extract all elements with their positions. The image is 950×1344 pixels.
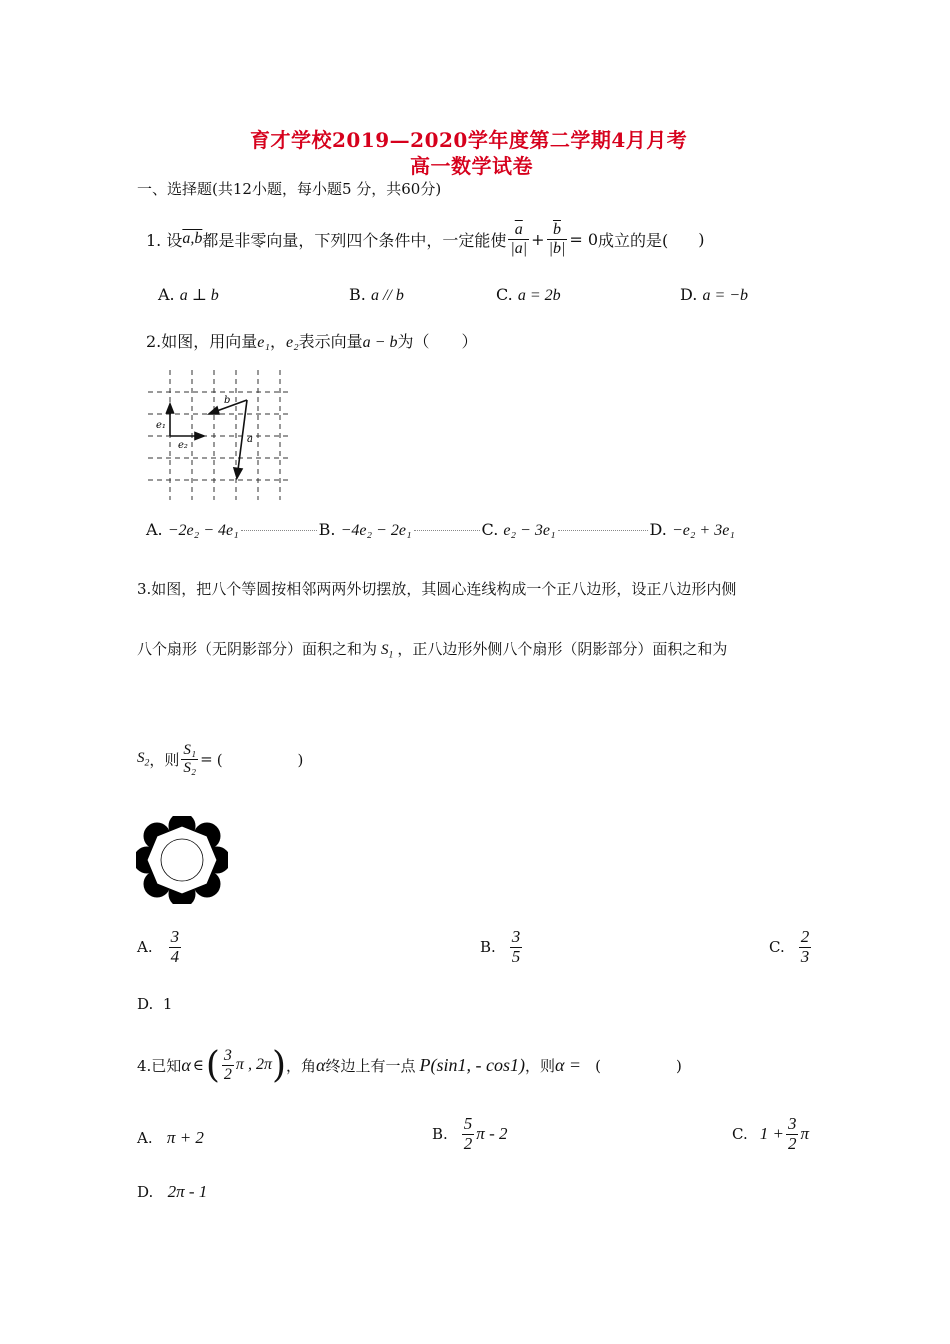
q1-stem-end: ) xyxy=(698,229,705,249)
q1-stem-a: 1. 设 xyxy=(146,230,183,250)
label-e2: e₂ xyxy=(178,440,188,451)
q3-line2: 八个扇形（无阴影部分）面积之和为 $S_1$ ，正八边形外侧八个扇形（阴影部分）面积之和为 xyxy=(137,640,728,661)
vector-a-arrowhead xyxy=(234,468,242,478)
q3-option-a: A. $\frac{3}{4}$ xyxy=(137,927,180,966)
q3-option-b: B. $\frac{3}{5}$ xyxy=(480,927,521,966)
q1-vectors: a,b xyxy=(182,230,203,247)
q3-line3: $S_2$ ，则 $\frac{\text{S₁}}{\text{S₂}}$ = ( ) xyxy=(137,742,304,776)
q2-grid-figure xyxy=(148,370,288,500)
label-b: b xyxy=(224,395,231,406)
q1-frac-a-den: |a| xyxy=(510,239,528,257)
q1-frac-b-den: |b| xyxy=(548,239,566,257)
q3-option-d: D. 1 xyxy=(137,995,173,1013)
q3-option-c: C. $\frac{2}{3}$ xyxy=(769,927,810,966)
q4-option-a: A. π + 2 xyxy=(137,1128,204,1147)
q1-option-b: B. a // b xyxy=(349,285,404,304)
q3-line1: 3.如图，把八个等圆按相邻两两外切摆放，其圆心连线构成一个正八边形，设正八边形内侧 xyxy=(137,580,737,598)
question-2: 2.如图，用向量e₁，e₂表示向量a − b为（ ） xyxy=(146,332,478,351)
q2-option-b: B. −4e₂ − 2e₁ xyxy=(318,520,412,539)
q1-fraction-a xyxy=(508,221,529,257)
q1-frac-a-num: $\overline{a}$ xyxy=(508,221,529,240)
grid-lines xyxy=(148,370,288,500)
q2-options-row xyxy=(146,520,735,540)
question-4: 4.已知 α ∈ ( $\frac{3}{2}$ π , 2π ) ，角 α 终边上有一点 P(sin1, - cos1) ，则 α = ( ) xyxy=(137,1044,682,1086)
label-e1: e₁ xyxy=(156,420,166,431)
q4-option-c: C. 1 + $\frac{3}{2}$ π xyxy=(732,1114,809,1153)
q1-option-d: D. a = −b xyxy=(680,285,749,304)
q2-option-c: C. e₂ − 3e₁ xyxy=(481,520,556,539)
q2-option-d: D. −e₂ + 3e₁ xyxy=(649,520,735,539)
q4-option-b: B. $\frac{5}{2}$ π - 2 xyxy=(432,1114,508,1153)
label-a: a xyxy=(247,434,253,445)
vector-e2-arrowhead xyxy=(195,433,204,440)
q2-e2: e₂ xyxy=(285,334,299,351)
q4-option-d: D. 2π - 1 xyxy=(137,1182,208,1201)
q2-option-a: A. −2e₂ − 4e₁ xyxy=(146,520,239,539)
exam-subtitle: 高一数学试卷 xyxy=(410,154,533,178)
vector-b xyxy=(214,400,247,412)
q2-e1: e₁ xyxy=(257,334,270,351)
q3-eight-circles-figure xyxy=(136,816,228,904)
q2-a-minus-b: a − b xyxy=(362,334,398,351)
vector-e1-arrowhead xyxy=(167,404,174,413)
q1-fraction-b xyxy=(547,221,568,257)
q3-ratio: $\frac{\text{S₁}}{\text{S₂}}$ xyxy=(183,742,197,776)
section-heading: 一、选择题(共12小题，每小题5 分，共60分) xyxy=(137,180,442,198)
q1-eq0: = 0 xyxy=(569,229,599,249)
question-1 xyxy=(146,214,705,264)
q1-option-c: C. a = 2b xyxy=(496,285,561,304)
vector-a xyxy=(238,400,247,470)
q1-stem-b: 都是非零向量，下列四个条件中，一定能使 xyxy=(202,230,507,250)
q1-frac-b-num: $\overline{b}$ xyxy=(547,221,568,240)
q1-option-a: A. a ⊥ b xyxy=(158,285,219,304)
exam-title: 育才学校2019—2020学年度第二学期4月月考 xyxy=(250,128,688,152)
inner-octagon xyxy=(147,826,217,894)
q1-stem-c: 成立的是( xyxy=(598,230,669,250)
q1-plus: + xyxy=(531,229,545,249)
